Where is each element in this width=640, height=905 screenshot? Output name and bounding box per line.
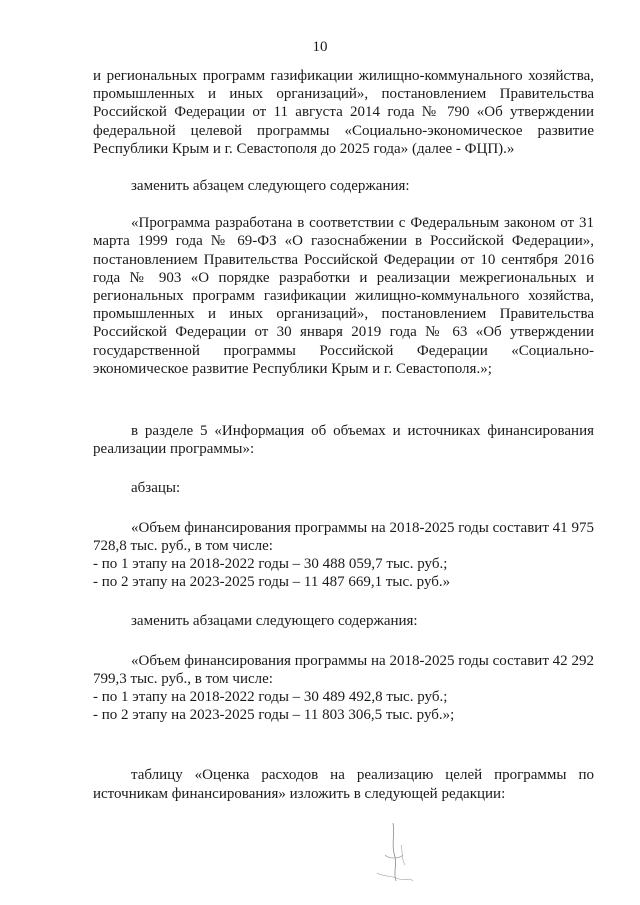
paragraph-section-5: в разделе 5 «Информация об объемах и источниках финансирования реализации программы»: (93, 423, 594, 458)
document-body (93, 67, 594, 803)
paragraph-program-basis: «Программа разработана в соответствии с Федеральным законом от 31 марта 1999 года № 69-ФЗ «О газоснабжении в Российской Федерации», постановлением Правительства Российской Федерации от 10 сентября 2016 года № 903 «О порядке разработки и реализации межрегиональных и региональных программ газификации жилищно-коммунального хозяйства, промышленных и иных организаций», постановлением Правительства Российской Федерации от 30 января 2019 года № 63 «Об утверждении государственной программы Российской Федерации «Социально-экономическое развитие Республики Крым и г. Севастополя.»; (93, 215, 594, 377)
list-item-new-stage-1: - по 1 этапу на 2018-2022 годы – 30 489 492,8 тыс. руб.; (93, 689, 448, 706)
paragraph-new-funding: «Объем финансирования программы на 2018-2025 годы составит 42 292 799,3 тыс. руб., в том числе: (93, 652, 594, 687)
paragraph-table-instruction: таблицу «Оценка расходов на реализацию целей программы по источникам финансирования» изложить в следующей редакции: (93, 767, 594, 802)
paragraph-replace-instruction: заменить абзацем следующего содержания: (131, 178, 410, 195)
paragraph-abzacy: абзацы: (131, 480, 181, 497)
paragraph-replace-instruction-2: заменить абзацами следующего содержания: (131, 613, 418, 630)
paragraph-continuation: и региональных программ газификации жилищно-коммунального хозяйства, промышленных и иных организаций», постановлением Правительства Российской Федерации от 11 августа 2014 года № 790 «Об утверждении федеральной целевой программы «Социально-экономическое развитие Республики Крым и г. Севастополя до 2025 года» (далее - ФЦП).» (93, 68, 594, 157)
list-item-new-stage-2: - по 2 этапу на 2023-2025 годы – 11 803 306,5 тыс. руб.»; (93, 707, 455, 724)
page-number: 10 (312, 39, 328, 55)
paragraph-old-funding: «Объем финансирования программы на 2018-2025 годы составит 41 975 728,8 тыс. руб., в том числе: (93, 519, 594, 554)
list-item-old-stage-2: - по 2 этапу на 2023-2025 годы – 11 487 669,1 тыс. руб.» (93, 574, 451, 591)
signature-mark (355, 815, 425, 895)
list-item-old-stage-1: - по 1 этапу на 2018-2022 годы – 30 488 059,7 тыс. руб.; (93, 556, 448, 573)
